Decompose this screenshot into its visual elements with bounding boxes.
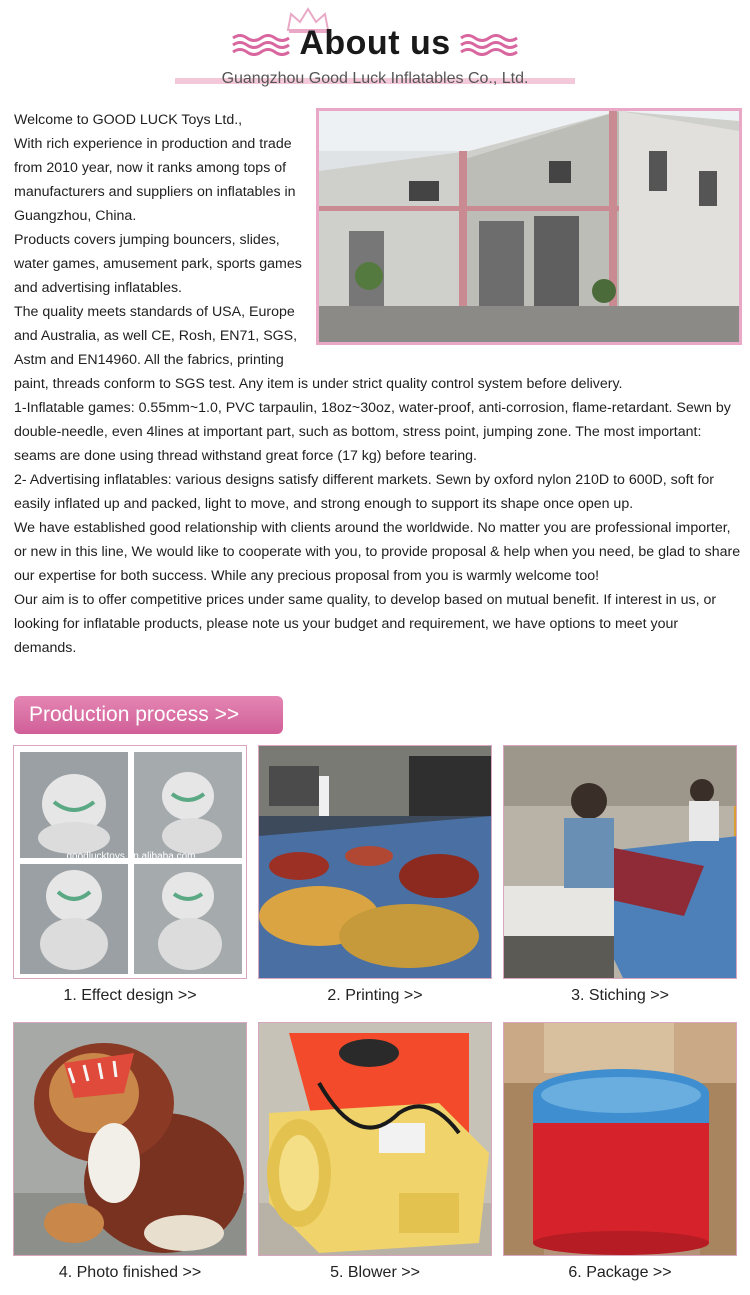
gallery-item-blower[interactable] bbox=[258, 1022, 492, 1282]
package-image bbox=[503, 1022, 737, 1256]
intro-paragraph-3: Products covers jumping bouncers, slides, water games, amusement park, sports games and advertising inflatables. bbox=[14, 232, 302, 296]
watermark-text: goodlucktoys.en.alibaba.com bbox=[66, 851, 196, 862]
intro-paragraph-2: With rich experience in production and trade from 2010 year, now it ranks among tops of manufacturers and suppliers on inflatables in Guangzhou, China. bbox=[14, 136, 296, 224]
gallery-caption[interactable]: 4. Photo finished >> bbox=[58, 1264, 202, 1281]
intro-paragraph-1: Welcome to GOOD LUCK Toys Ltd., bbox=[14, 112, 243, 128]
intro-paragraph-8: Our aim is to offer competitive prices under same quality, to develop based on mutual benefit. If interest in us, or looking for inflatable products, please note us your budget and requirement, we have options to meet your demands. bbox=[14, 592, 717, 656]
stiching-image bbox=[503, 745, 737, 979]
intro-text bbox=[14, 108, 742, 660]
factory-photo bbox=[316, 108, 742, 345]
gallery-caption[interactable]: 1. Effect design >> bbox=[63, 987, 197, 1004]
effect-design-image bbox=[13, 745, 247, 979]
intro-paragraph-4: The quality meets standards of USA, Europe and Australia, as well CE, Rosh, EN71, SGS, Astm and EN14960. All the fabrics, printing paint, threads conform to SGS test. Any item is under strict quality control system before delivery. bbox=[14, 304, 623, 392]
title-row bbox=[0, 24, 750, 74]
gallery-caption[interactable]: 3. Stiching >> bbox=[571, 987, 669, 1004]
gallery-item-photo-finished[interactable] bbox=[13, 1022, 247, 1282]
production-process-button[interactable]: Production process >> bbox=[14, 696, 283, 734]
printing-image bbox=[258, 745, 492, 979]
photo-finished-image bbox=[13, 1022, 247, 1256]
page-title: About us bbox=[299, 24, 451, 62]
factory-building-image bbox=[319, 111, 739, 342]
gallery-item-stiching[interactable] bbox=[503, 745, 737, 1005]
intro-paragraph-6: 2- Advertising inflatables: various designs satisfy different markets. Sewn by oxford nylon 210D to 600D, soft for easily inflated up and packed, light to move, and strong enough to support its shape once open up. bbox=[14, 472, 715, 512]
gallery-caption[interactable]: 5. Blower >> bbox=[330, 1264, 420, 1281]
intro-paragraph-5: 1-Inflatable games: 0.55mm~1.0, PVC tarpaulin, 18oz~30oz, water-proof, anti-corrosion, flame-retardant. Sewn by double-needle, even 4lines at important part, such as bottom, stress point, jumping zone. The most important: seams are done using thread withstand great force (17 kg) before tearing. bbox=[14, 400, 731, 464]
wave-decoration-left-icon bbox=[231, 32, 291, 56]
header bbox=[0, 0, 750, 100]
gallery-item-effect-design[interactable] bbox=[13, 745, 247, 1005]
wave-decoration-right-icon bbox=[459, 32, 519, 56]
company-subtitle: Guangzhou Good Luck Inflatables Co., Ltd. bbox=[221, 70, 529, 87]
gallery-caption[interactable]: 6. Package >> bbox=[568, 1264, 672, 1281]
gallery-item-printing[interactable] bbox=[258, 745, 492, 1005]
gallery-caption[interactable]: 2. Printing >> bbox=[327, 987, 423, 1004]
intro-paragraph-7: We have established good relationship with clients around the worldwide. No matter you are professional importer, or new in this line, We would like to cooperate with you, to provide proposal & help when you need, be glad to share our expertise for both success. While any precious proposal from you is warmly welcome too! bbox=[14, 520, 741, 584]
subtitle-wrap bbox=[0, 68, 750, 94]
blower-image bbox=[258, 1022, 492, 1256]
gallery-item-package[interactable] bbox=[503, 1022, 737, 1282]
